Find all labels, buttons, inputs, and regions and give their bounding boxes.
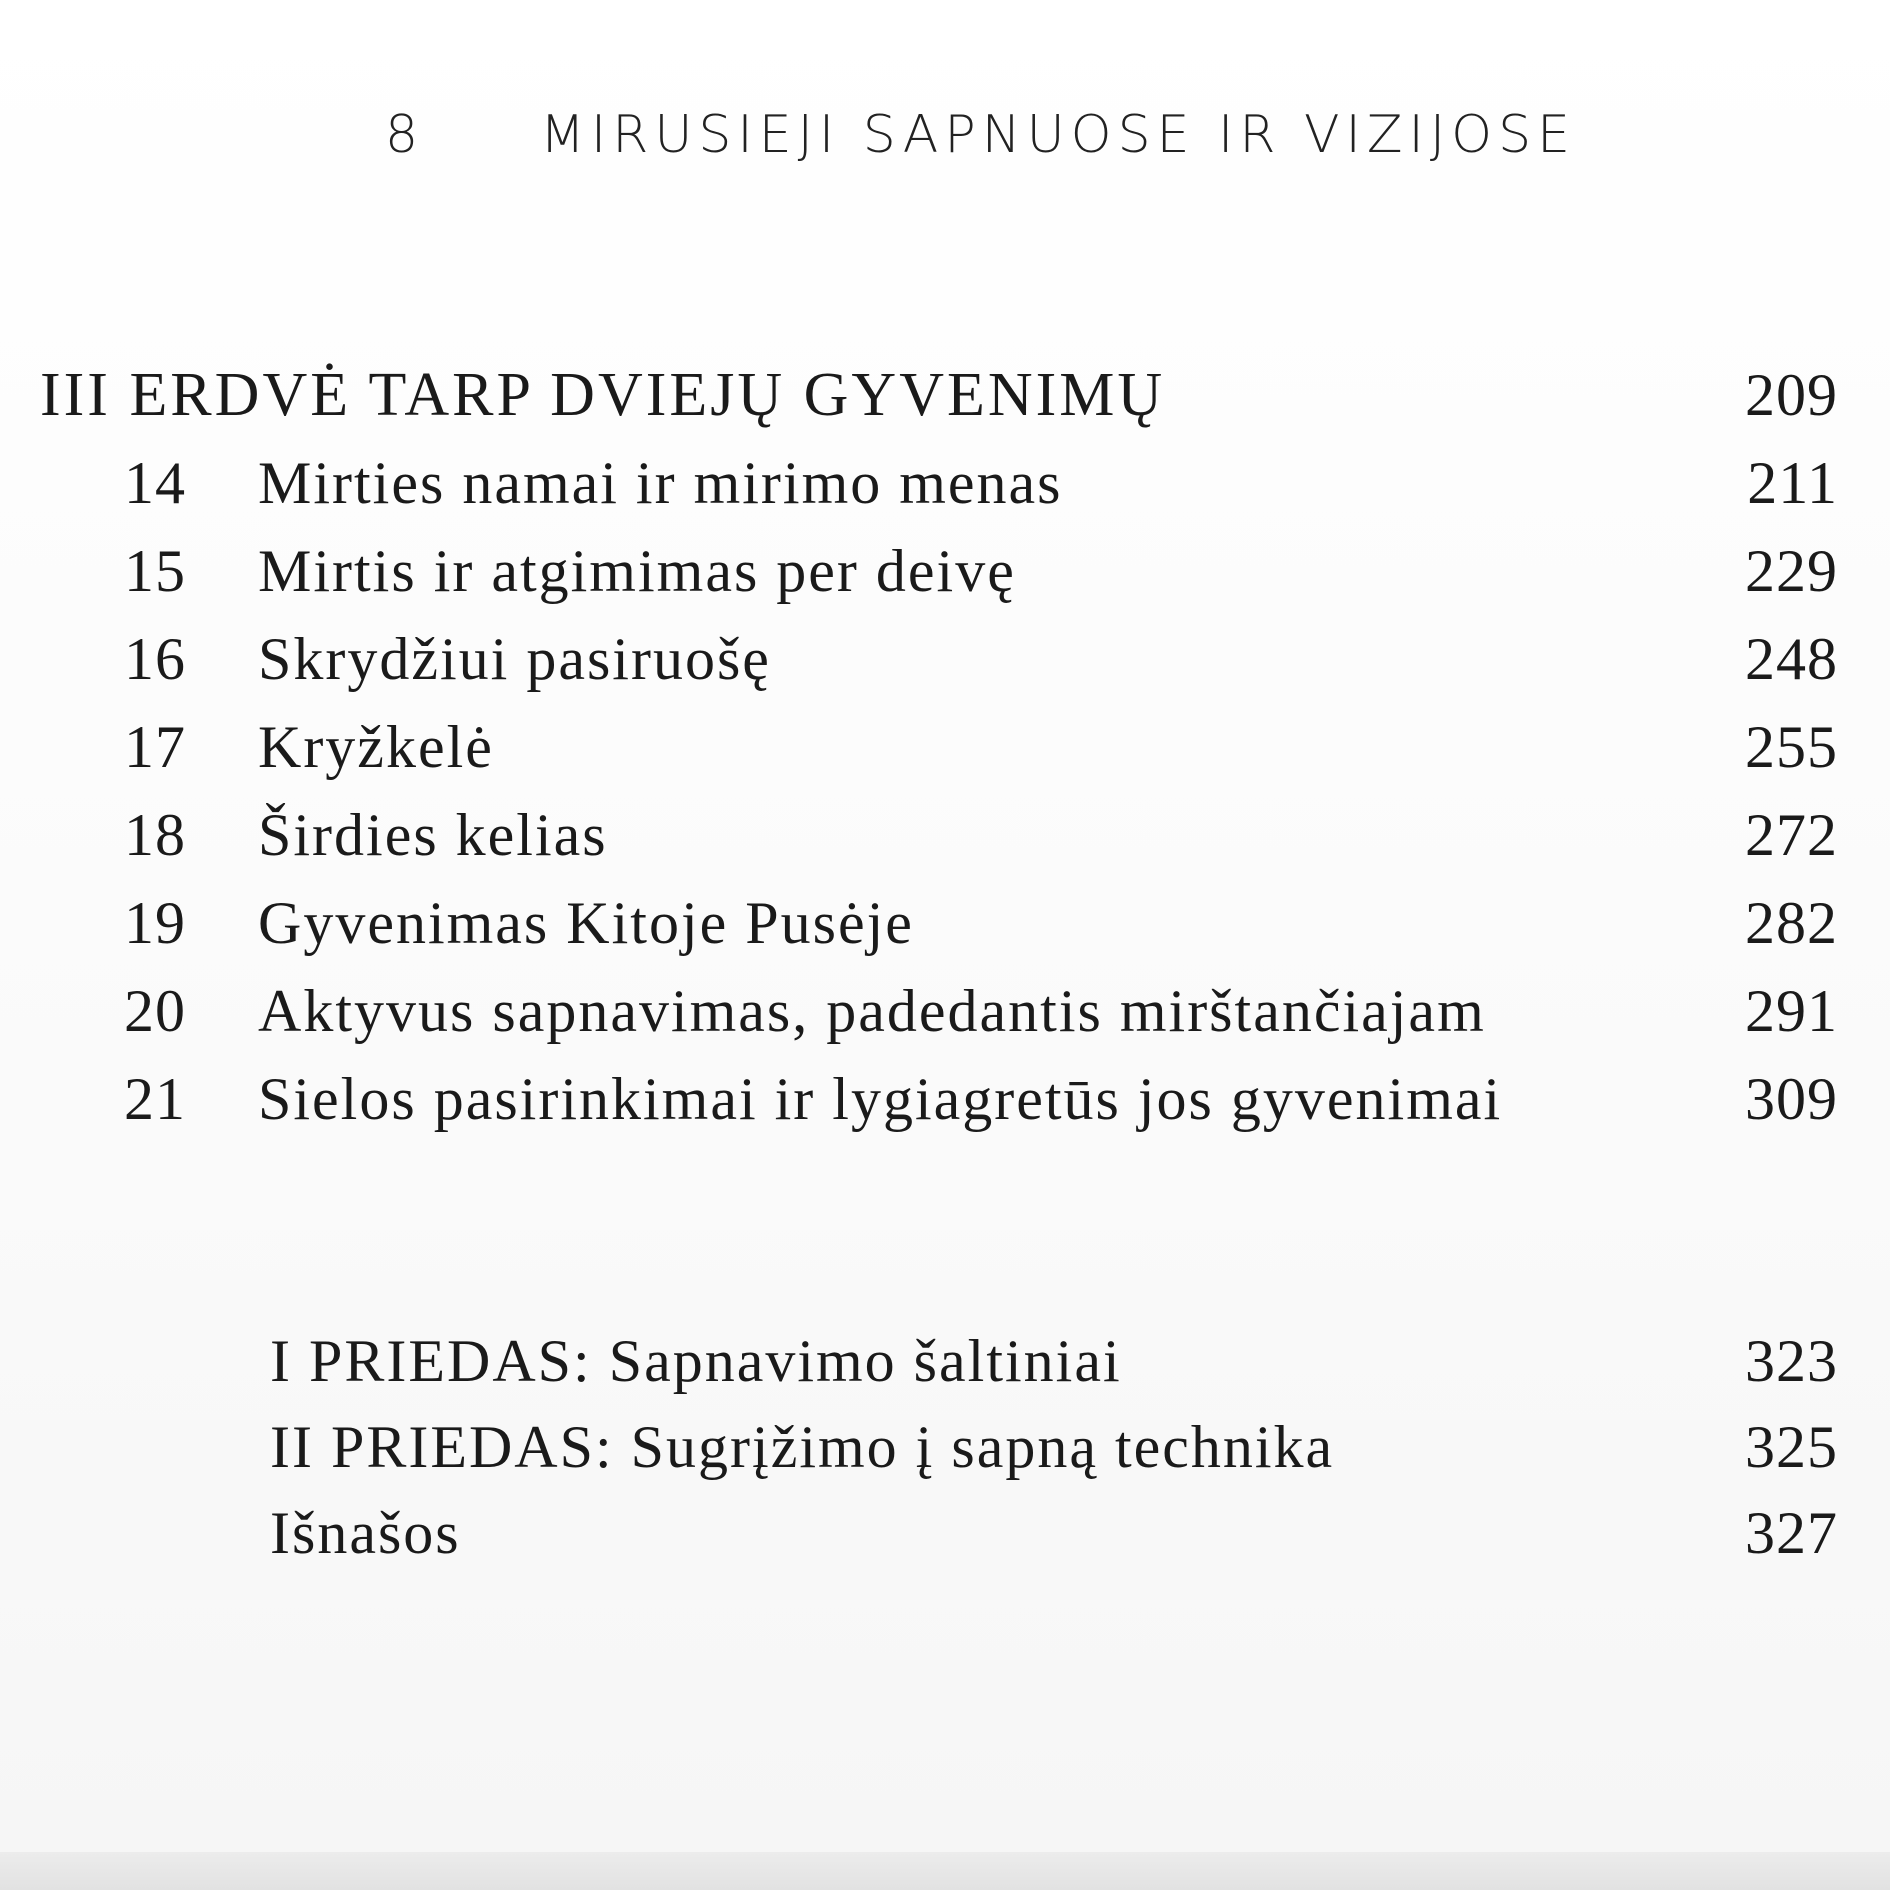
appendix-title: II PRIEDAS: Sugrįžimo į sapną technika: [270, 1414, 1335, 1480]
toc-chapter-entry: [0, 795, 1890, 875]
chapter-title: Aktyvus sapnavimas, padedantis mirštančiajam: [258, 978, 1486, 1044]
toc-chapter-entry: [0, 531, 1890, 611]
part-title: III ERDVĖ TARP DVIEJŲ GYVENIMŲ: [40, 361, 1166, 429]
chapter-page: 291: [1745, 978, 1838, 1044]
appendix-page: 327: [1745, 1500, 1838, 1566]
chapter-page: 309: [1745, 1066, 1838, 1132]
chapter-page: 211: [1747, 450, 1838, 516]
chapter-title: Mirties namai ir mirimo menas: [258, 450, 1063, 516]
appendix-title: Išnašos: [270, 1500, 461, 1566]
toc-appendix-entry: [0, 1493, 1890, 1573]
toc-part-entry: [0, 355, 1890, 435]
chapter-number: 20: [124, 978, 186, 1044]
running-head: [0, 105, 1890, 165]
toc-chapter-entry: [0, 971, 1890, 1051]
chapter-title: Gyvenimas Kitoje Pusėje: [258, 890, 914, 956]
chapter-page: 248: [1745, 626, 1838, 692]
chapter-number: 16: [124, 626, 186, 692]
toc-chapter-entry: [0, 619, 1890, 699]
chapter-number: 18: [124, 802, 186, 868]
chapter-title: Skrydžiui pasiruošę: [258, 626, 771, 692]
toc-appendix-entry: [0, 1321, 1890, 1401]
chapter-number: 19: [124, 890, 186, 956]
chapter-title: Kryžkelė: [258, 714, 494, 780]
appendix-page: 325: [1745, 1414, 1838, 1480]
page-bottom-edge: [0, 1852, 1890, 1890]
toc-chapter-entry: [0, 1059, 1890, 1139]
running-head-title: MIRUSIEJI SAPNUOSE IR VIZIJOSE: [540, 105, 1576, 165]
toc-chapter-entry: [0, 883, 1890, 963]
chapter-number: 21: [124, 1066, 186, 1132]
appendix-title: I PRIEDAS: Sapnavimo šaltiniai: [270, 1328, 1122, 1394]
chapter-title: Mirtis ir atgimimas per deivę: [258, 538, 1016, 604]
chapter-number: 15: [124, 538, 186, 604]
appendix-page: 323: [1745, 1328, 1838, 1394]
toc-chapter-entry: [0, 707, 1890, 787]
chapter-page: 255: [1745, 714, 1838, 780]
part-page: 209: [1745, 362, 1838, 428]
toc-appendix-entry: [0, 1407, 1890, 1487]
toc-chapter-entry: [0, 443, 1890, 523]
chapter-page: 229: [1745, 538, 1838, 604]
chapter-number: 14: [124, 450, 186, 516]
chapter-title: Širdies kelias: [258, 802, 608, 868]
running-head-page-number: 8: [385, 105, 425, 165]
chapter-number: 17: [124, 714, 186, 780]
chapter-page: 272: [1745, 802, 1838, 868]
chapter-page: 282: [1745, 890, 1838, 956]
chapter-title: Sielos pasirinkimai ir lygiagretūs jos gyvenimai: [258, 1066, 1503, 1132]
